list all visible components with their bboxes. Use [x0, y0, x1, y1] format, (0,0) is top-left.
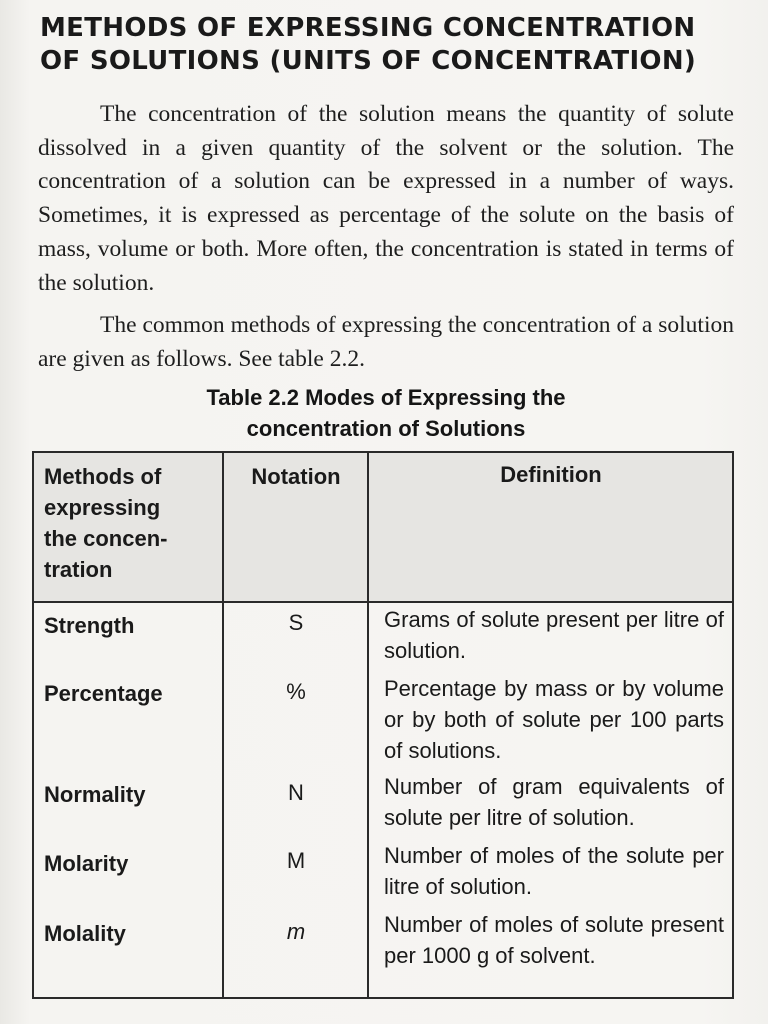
row-molarity-notation: M — [286, 848, 306, 873]
row-strength-definition: Grams of solute present per litre of solution. — [384, 607, 724, 663]
row-normality-notation: N — [288, 780, 304, 805]
row-percentage-definition: Percentage by mass or by volume or by both of solute per 100 parts of solutions. — [384, 676, 724, 763]
heading-line-2: OF SOLUTIONS (UNITS OF CONCENTRATION) — [40, 46, 697, 76]
row-molality-notation: m — [286, 919, 306, 944]
table-caption-line-1: Table 2.2 Modes of Expressing the — [206, 385, 566, 410]
table-caption — [100, 382, 672, 444]
heading-line-1: METHODS OF EXPRESSING CONCENTRATION — [40, 13, 696, 43]
paragraph-definition — [38, 98, 734, 300]
header-methods-line: the concen- — [44, 526, 168, 551]
column-divider — [367, 453, 369, 997]
table-caption-line-2: concentration of Solutions — [246, 416, 526, 441]
header-methods-line: expressing — [44, 495, 161, 520]
row-molarity-definition: Number of moles of the solute per litre of solution. — [384, 843, 724, 899]
row-molality-definition: Number of moles of solute present per 1000 g of solvent. — [384, 912, 724, 968]
row-strength-notation: S — [288, 610, 304, 635]
row-percentage-name: Percentage — [44, 681, 163, 706]
paragraph-methods-intro — [38, 309, 734, 376]
paragraph-1-text: The concentration of the solution means the quantity of solute dissolved in a given quantity of the solvent or the solution. The concentration of a solution can be expressed in a number of ways. Sometimes, it is expressed as percentage of the solute on the basis of mass, volume or both. More often, the concentration is stated in terms of the solution. — [38, 101, 734, 296]
header-methods-line: Methods of — [44, 464, 162, 489]
header-methods-line: tration — [44, 557, 113, 582]
row-percentage-notation: % — [286, 679, 306, 704]
header-methods — [44, 461, 167, 585]
row-molarity-name: Molarity — [44, 851, 129, 876]
row-molality-name: Molality — [44, 921, 126, 946]
row-strength-name: Strength — [44, 613, 135, 638]
header-notation: Notation — [251, 464, 341, 489]
section-heading — [40, 12, 740, 78]
row-normality-name: Normality — [44, 782, 146, 807]
table-header-row — [34, 453, 732, 603]
column-divider — [222, 453, 224, 997]
header-definition: Definition — [500, 462, 602, 487]
paragraph-2-text: The common methods of expressing the concentration of a solution are given as follows. See table 2.2. — [38, 312, 734, 372]
row-normality-definition: Number of gram equivalents of solute per litre of solution. — [384, 774, 724, 830]
concentration-table — [32, 451, 734, 999]
